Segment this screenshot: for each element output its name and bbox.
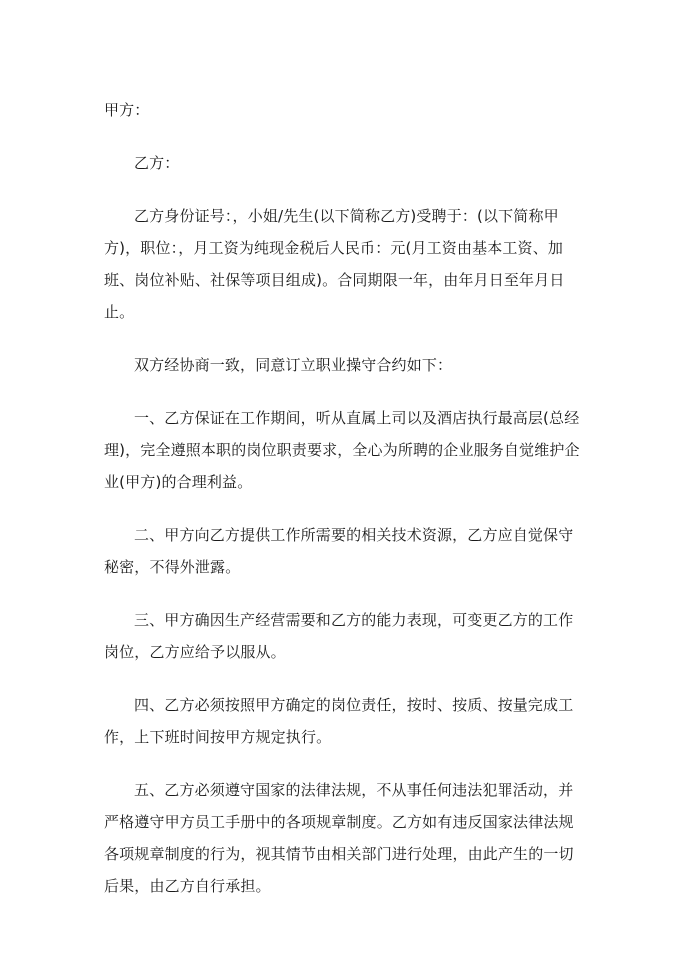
spacer xyxy=(104,668,586,689)
clause-3: 三、甲方确因生产经营需要和乙方的能力表现，可变更乙方的工作岗位，乙方应给予以服从。 xyxy=(104,611,574,661)
clause-5: 五、乙方必须遵守国家的法律法规，不从事任何违法犯罪活动，并严格遵守甲方员工手册中的各项规章制度。乙方如有违反国家法律法规各项规章制度的行为，视其情节由相关部门进行处理，由此产生的一切后果，由乙方自行承担。 xyxy=(104,781,574,895)
party-b-line: 乙方： xyxy=(134,154,180,172)
paragraph-agreement-intro: 双方经协商一致，同意订立职业操守合约如下： xyxy=(134,356,453,374)
spacer xyxy=(104,381,586,402)
clause-2: 二、甲方向乙方提供工作所需要的相关技术资源，乙方应自觉保守秘密，不得外泄露。 xyxy=(104,526,574,576)
spacer xyxy=(104,126,586,147)
spacer xyxy=(104,179,586,200)
party-a-line: 甲方： xyxy=(104,101,150,119)
spacer xyxy=(104,328,586,349)
spacer xyxy=(104,753,586,774)
clause-1: 一、乙方保证在工作期间，听从直属上司以及酒店执行最高层(总经理)，完全遵照本职的岗位职责要求，全心为所聘的企业服务自觉维护企业(甲方)的合理利益。 xyxy=(104,409,580,491)
clause-4: 四、乙方必须按照甲方确定的岗位责任，按时、按质、按量完成工作，上下班时间按甲方规定执行。 xyxy=(104,696,574,746)
paragraph-id-and-salary: 乙方身份证号：，小姐/先生(以下简称乙方)受聘于：(以下简称甲方)，职位：，月工资为纯现金税后人民币：元(月工资由基本工资、加班、岗位补贴、社保等项目组成)。合同期限一年，由年月日至年月日止。 xyxy=(104,207,565,321)
spacer xyxy=(104,583,586,604)
spacer xyxy=(104,498,586,519)
